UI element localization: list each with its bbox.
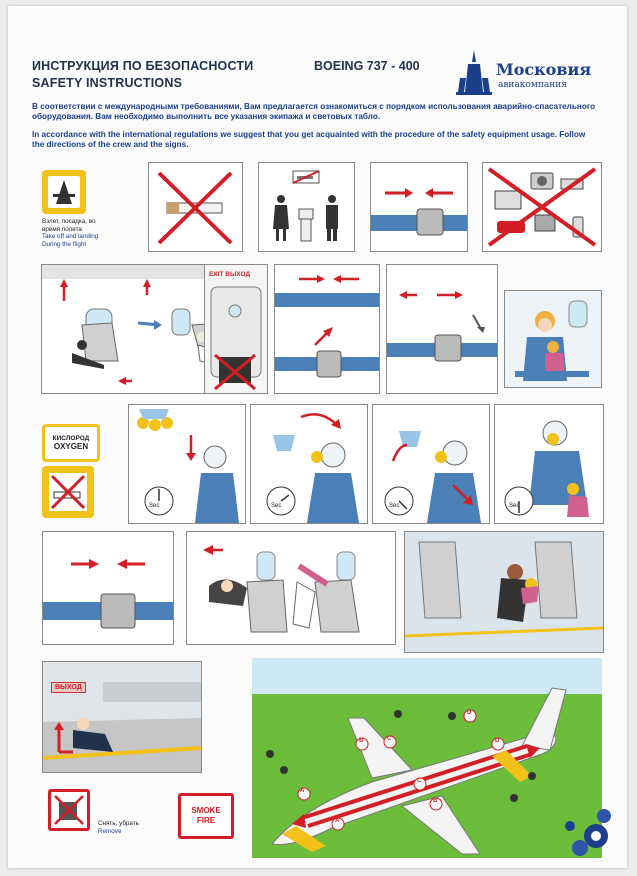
- exit-sign-ru: ВЫХОД: [51, 682, 86, 693]
- lavatory-icon: [259, 163, 354, 251]
- crawl-to-exit-illustration: [43, 662, 201, 772]
- mask-pull-illustration: [251, 405, 367, 523]
- exit-letter-b1: B: [359, 738, 364, 744]
- no-smoking-oxygen-icon: [42, 466, 94, 518]
- remove-shoes-icon: [48, 789, 90, 831]
- brace-child-panel: [404, 531, 604, 653]
- safety-card: [8, 6, 627, 868]
- timer-unit-2: Sec: [271, 503, 282, 509]
- child-belt-panel: [504, 290, 602, 388]
- airline-logo: [454, 48, 614, 104]
- exit-sign: EXIT ВЫХОД: [209, 271, 251, 278]
- brace-belt-panel: [42, 531, 174, 645]
- exit-door-icon: [205, 265, 267, 393]
- fasten-belt-panel: [370, 162, 468, 252]
- aircraft-evacuation-illustration: [252, 658, 602, 858]
- title-ru: ИНСТРУКЦИЯ ПО БЕЗОПАСНОСТИ: [32, 59, 254, 73]
- exit-letter-c1: C: [387, 736, 392, 742]
- no-smoking-panel: [148, 162, 243, 252]
- brace-position-panel: [186, 531, 396, 645]
- exit-letter-b2: B: [433, 798, 438, 804]
- seatbelt-sign-icon: [42, 170, 86, 214]
- brand-subtitle: авиакомпания: [498, 80, 567, 90]
- oxygen-child-panel: [494, 404, 604, 524]
- oxygen-label-en: OXYGEN: [53, 442, 89, 451]
- exit-door-panel: [204, 264, 268, 394]
- brace-position-illustration: [187, 532, 395, 644]
- exit-letter-a2: A: [335, 818, 340, 824]
- brand-name: Московия: [496, 60, 592, 79]
- belt-fasten-illustration: [275, 265, 379, 393]
- gzhel-ornament: [556, 796, 616, 862]
- remove-label-ru: Снять, убрать: [98, 820, 139, 827]
- exit-letter-d2: D: [495, 738, 500, 744]
- intro-ru: В соответствии с международными требованиями, Вам предлагается ознакомиться с порядком использования аварийно-спасательного оборудования. Вам необходимо выполнить все указания экипажа и световых табло.: [32, 102, 596, 121]
- exit-letter-a1: A: [300, 788, 305, 794]
- belt-tight-illustration: [43, 532, 173, 644]
- exit-letter-d1: D: [467, 710, 472, 716]
- takeoff-label-en: Take off and landing During the flight: [42, 233, 99, 248]
- intro-en: In accordance with the international regulations we suggest that you get acquainted with the procedure of the safety equipment usage. Follow the directions of the crew and the signs.: [32, 130, 586, 149]
- evacuation-plan-panel: [252, 658, 602, 858]
- remove-label: [98, 820, 168, 835]
- exit-letter-c2: C: [417, 778, 422, 784]
- oxygen-step3-panel: [372, 404, 490, 524]
- belt-release-panel: [386, 264, 498, 394]
- no-electronics-panel: [482, 162, 602, 252]
- seatbelt-fasten-icon: [371, 163, 467, 251]
- brace-child-illustration: [405, 532, 603, 652]
- title-en: SAFETY INSTRUCTIONS: [32, 76, 183, 90]
- oxygen-step1-panel: [128, 404, 246, 524]
- oxygen-step2-panel: [250, 404, 368, 524]
- smoke-label: SMOKE: [191, 806, 221, 815]
- oxygen-label-ru: КИСЛОРОД: [52, 435, 90, 442]
- no-cigarette-icon: [149, 163, 242, 251]
- fire-label: FIRE: [196, 816, 216, 825]
- belt-release-illustration: [387, 265, 497, 393]
- oxygen-sign: [42, 424, 100, 462]
- takeoff-label: [42, 218, 114, 248]
- mother-child-illustration: [505, 291, 601, 387]
- smoke-fire-sign: [178, 793, 234, 839]
- remove-label-en: Remove: [98, 827, 122, 835]
- no-devices-icon: [483, 163, 601, 251]
- timer-unit-3: Sec: [389, 503, 400, 509]
- tower-logo-icon: [454, 48, 494, 98]
- takeoff-label-ru: Взлет, посадка, во время полета: [42, 218, 96, 233]
- floral-ornament-icon: [556, 796, 616, 862]
- no-smoking-lavatory-panel: [258, 162, 355, 252]
- mask-drop-illustration: [129, 405, 245, 523]
- aircraft-model: BOEING 737 - 400: [314, 59, 420, 73]
- evacuation-crawl-panel: [42, 661, 202, 773]
- timer-unit-4: Sec: [509, 503, 520, 509]
- timer-unit: Sec: [149, 503, 160, 509]
- belt-fasten-illustration-panel: [274, 264, 380, 394]
